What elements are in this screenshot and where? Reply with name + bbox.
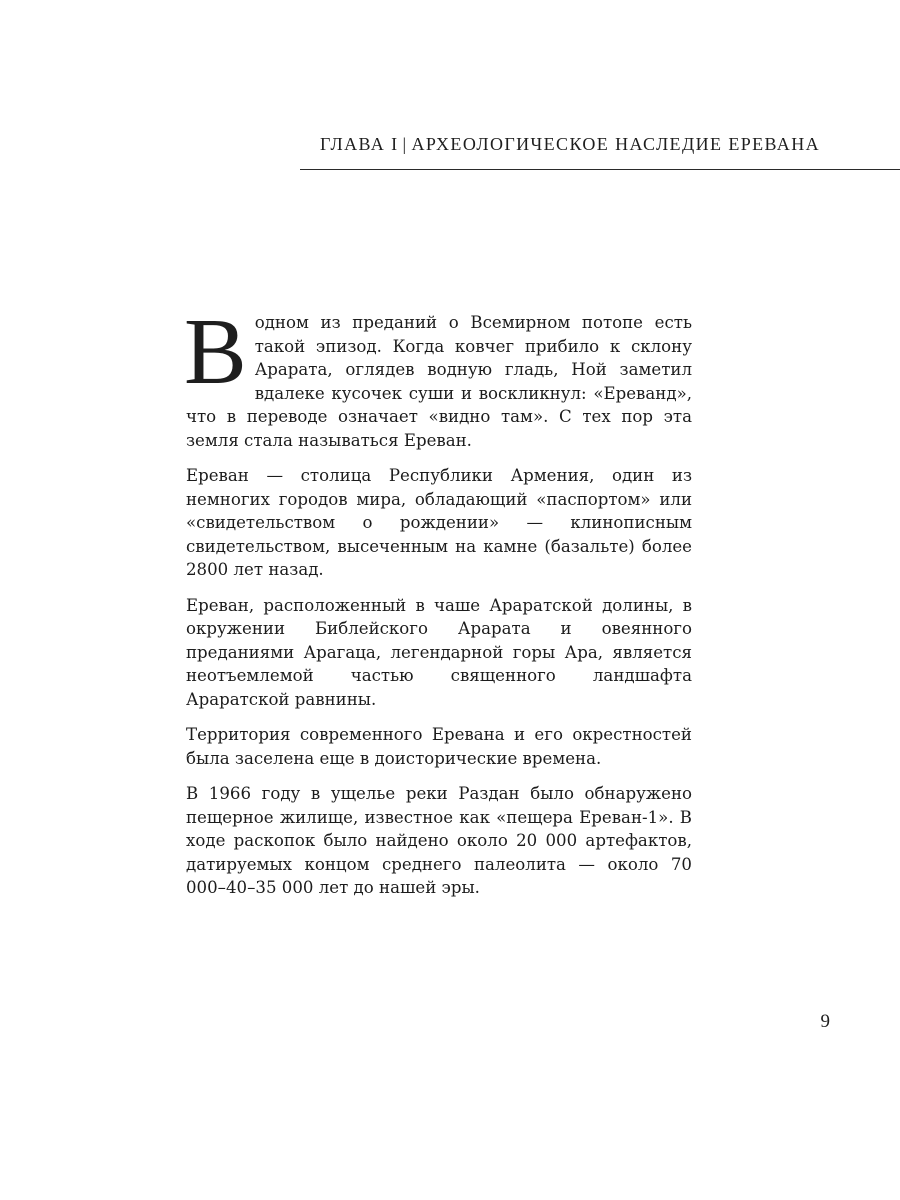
header-rule xyxy=(300,169,900,170)
page-number: 9 xyxy=(820,1011,830,1032)
chapter-title: АРХЕОЛОГИЧЕСКОЕ НАСЛЕДИЕ ЕРЕВАНА xyxy=(411,134,820,154)
paragraph-5: В 1966 году в ущелье реки Раздан было обнаружено пещерное жилище, известное как «пещера Ереван-1». В ходе раскопок было найдено около 20 000 артефактов, датируемых концом среднего палеолита — около 70 000–40–35 000 лет до нашей эры. xyxy=(186,784,692,897)
paragraph-1-text: одном из преданий о Всемирном потопе есть такой эпизод. Когда ковчег прибило к склону Арарата, оглядев водную гладь, Ной заметил вдалеке кусочек суши и воскликнул: «Ереванд», что в переводе означает «видно там». С тех пор эта земля стала называться Ереван. xyxy=(186,313,692,450)
header-separator: | xyxy=(402,134,408,154)
paragraph-4: Территория современного Еревана и его окрестностей была заселена еще в доисторические времена. xyxy=(186,725,692,768)
paragraph-1 xyxy=(184,300,692,452)
drop-cap: В xyxy=(184,300,247,404)
running-header xyxy=(320,134,820,155)
body-text xyxy=(184,300,692,912)
paragraph-2: Ереван — столица Республики Армения, один из немногих городов мира, обладающий «паспортом» или «свидетельством о рождении» — клинописным свидетельством, высеченным на камне (базальте) более 2800 лет назад. xyxy=(186,466,692,579)
paragraph-3: Ереван, расположенный в чаше Араратской долины, в окружении Библейского Арарата и овеянного преданиями Арагаца, легендарной горы Ара, является неотъемлемой частью священного ландшафта Араратской равнины. xyxy=(186,595,692,709)
chapter-label: ГЛАВА I xyxy=(320,134,399,154)
